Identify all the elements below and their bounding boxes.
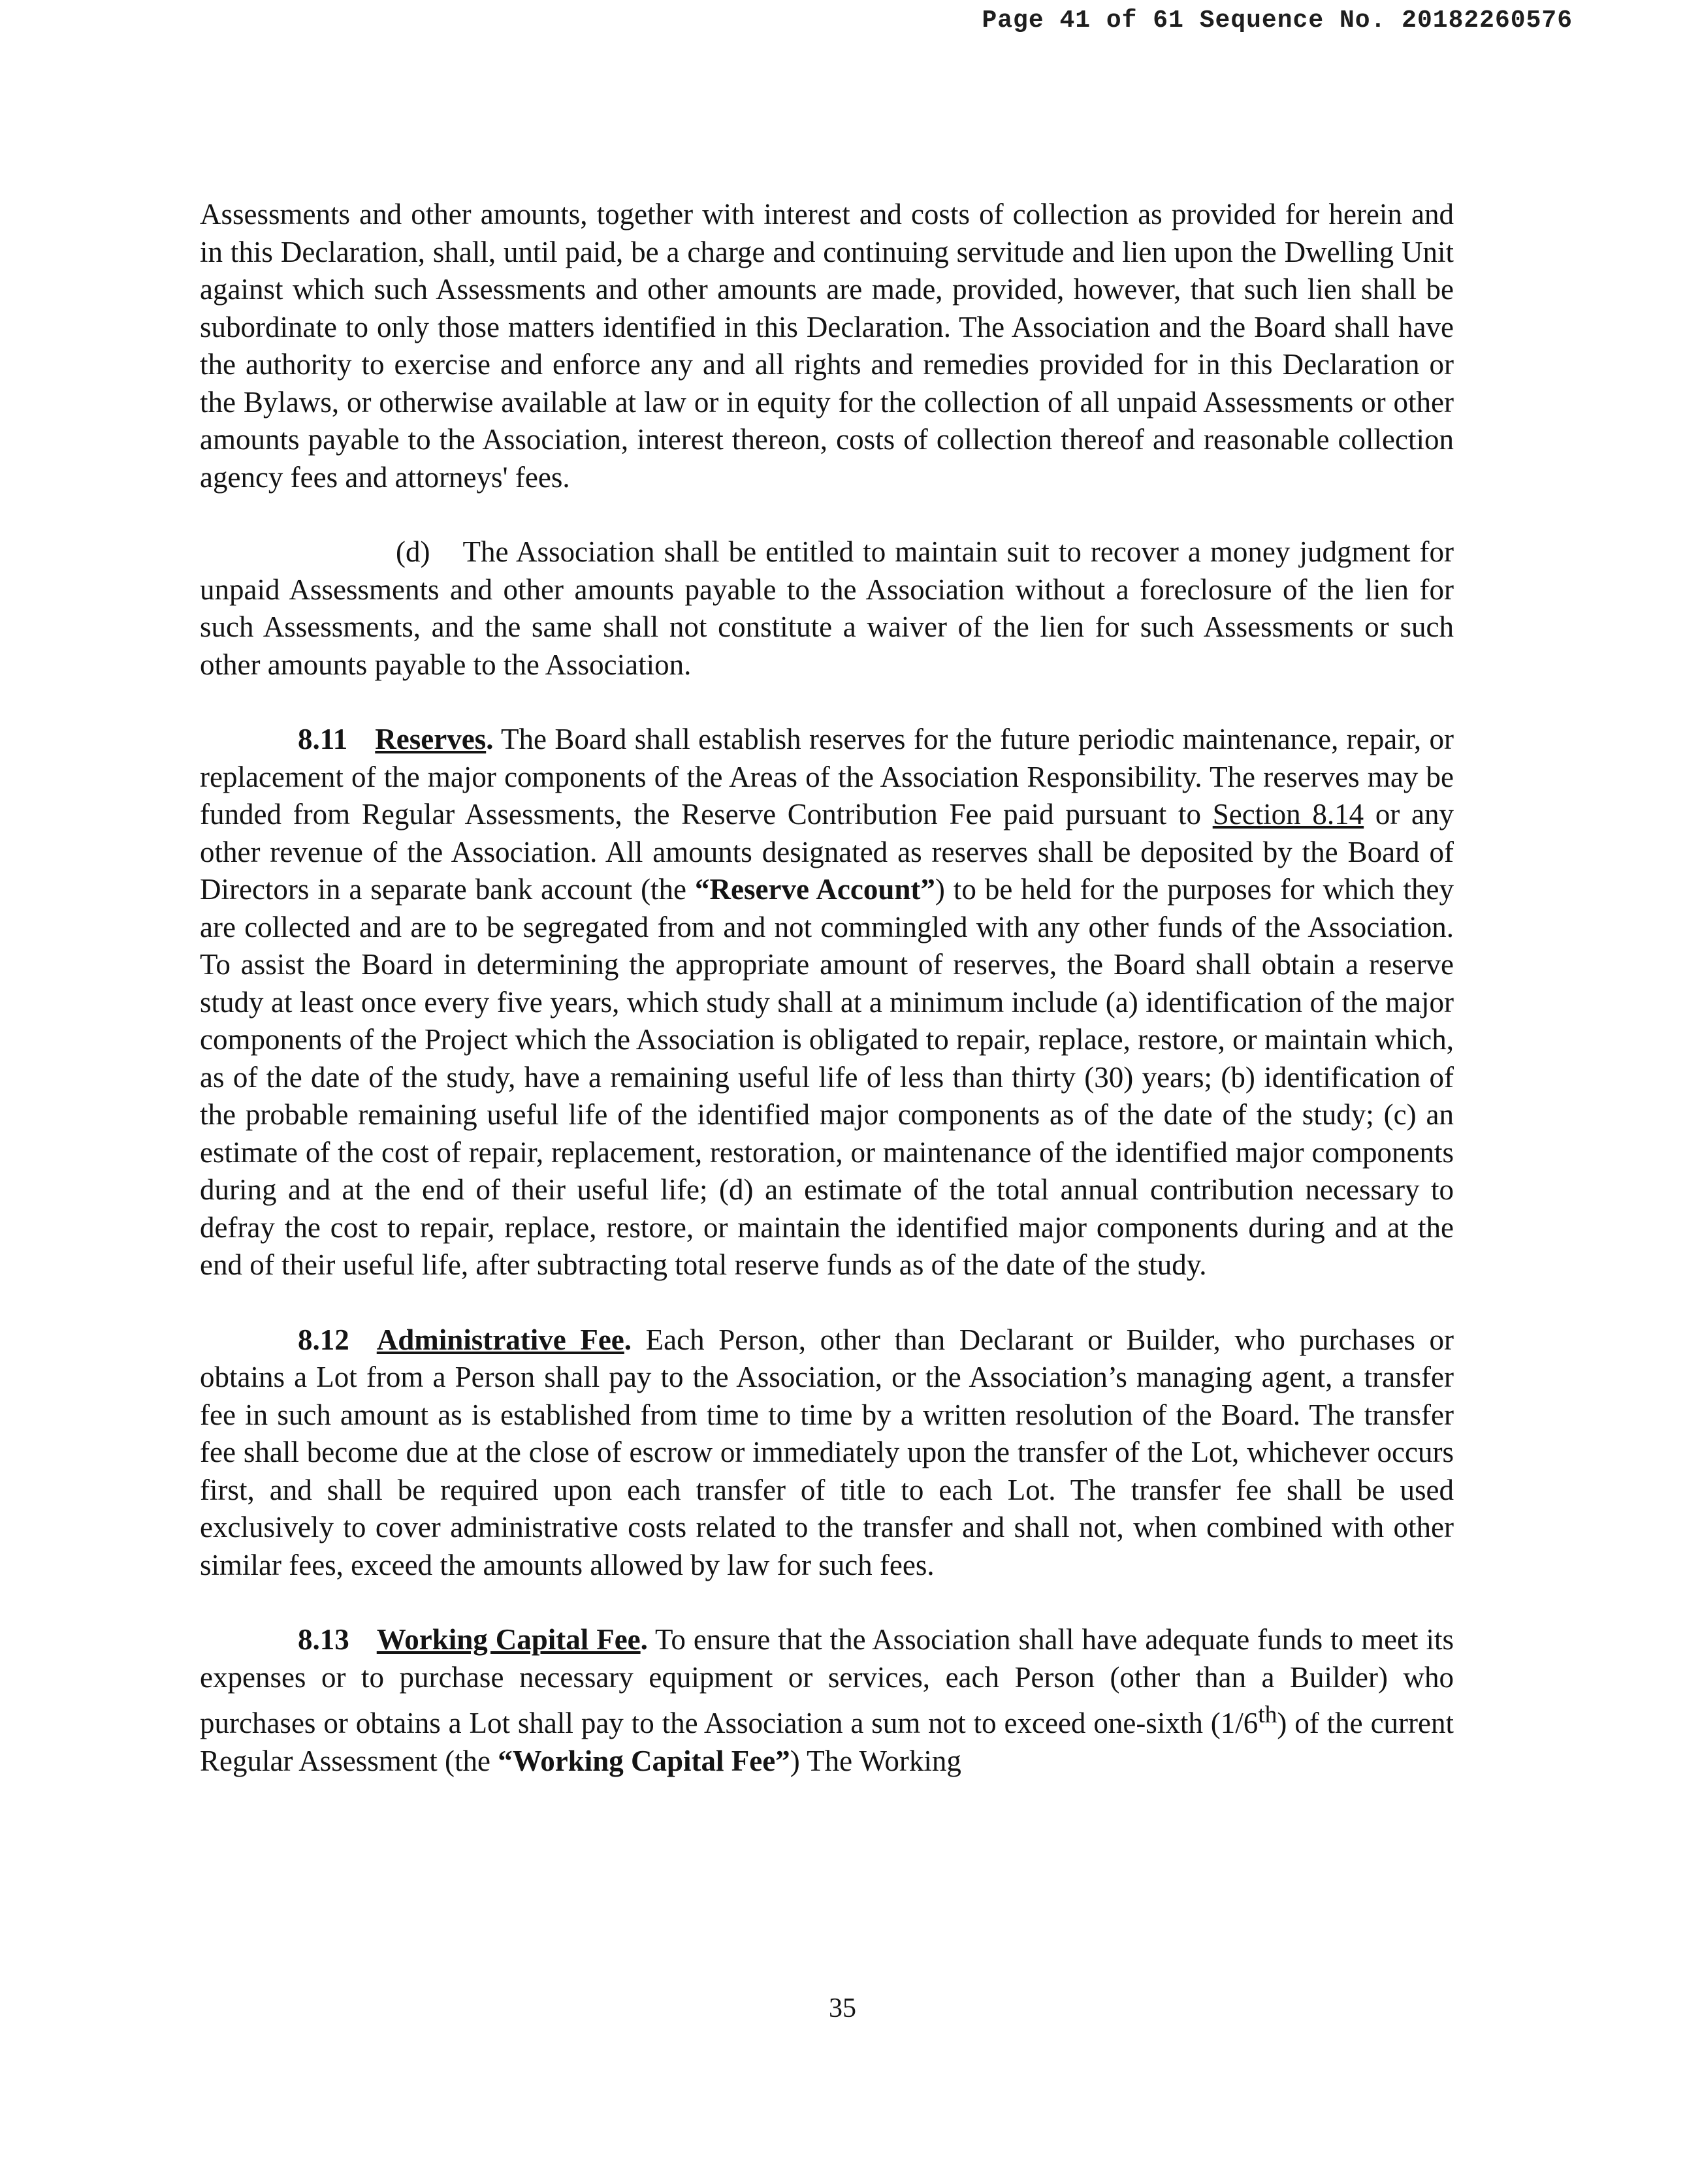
- section-text: ) to be held for the purposes for which they are collected and are to be segregated from and not commingled with any other funds of the Association. To assist the Board in determining the appropriate amount of reserves, the Board shall obtain a reserve study at least once every five years, which study shall at a minimum include (a) identification of the major components of the Project which the Association is obligated to repair, replace, restore, or maintain which, as of the date of the study, have a remaining useful life of less than thirty (30) years; (b) identification of the probable remaining useful life of the identified major components as of the date of the study; (c) an estimate of the cost of repair, replacement, restoration, or maintenance of the identified major components during and at the end of their useful life; (d) an estimate of the total annual contribution necessary to defray the cost to repair, replace, restore, or maintain the identified major components during and at the end of their useful life, after subtracting total reserve funds as of the date of the study.: [200, 873, 1454, 1281]
- section-8-11-reserves: 8.11 Reserves. The Board shall establish reserves for the future periodic maintenance, repair, or replacement of the major components of the Areas of the Association Responsibility. The reserves may be funded from Regular Assessments, the Reserve Contribution Fee paid pursuant to Section 8.14 or any other revenue of the Association. All amounts designated as reserves shall be deposited by the Board of Directors in a separate bank account (the “Reserve Account”) to be held for the purposes for which they are collected and are to be segregated from and not commingled with any other funds of the Association. To assist the Board in determining the appropriate amount of reserves, the Board shall obtain a reserve study at least once every five years, which study shall at a minimum include (a) identification of the major components of the Project which the Association is obligated to repair, replace, restore, or maintain which, as of the date of the study, have a remaining useful life of less than thirty (30) years; (b) identification of the probable remaining useful life of the identified major components as of the date of the study; (c) an estimate of the cost of repair, replacement, restoration, or maintenance of the identified major components during and at the end of their useful life; (d) an estimate of the total annual contribution necessary to defray the cost to repair, replace, restore, or maintain the identified major components during and at the end of their useful life, after subtracting total reserve funds as of the date of the study.: [200, 723, 1454, 1281]
- section-heading: Working Capital Fee: [376, 1623, 641, 1656]
- section-8-12-administrative-fee: 8.12 Administrative Fee. Each Person, other than Declarant or Builder, who purchases or obtains a Lot from a Person shall pay to the Association, or the Association’s managing agent, a transfer fee in such amount as is established from time to time by a written resolution of the Board. The transfer fee shall become due at the close of escrow or immediately upon the transfer of the Lot, whichever occurs first, and shall be required upon each transfer of title to each Lot. The transfer fee shall be used exclusively to cover administrative costs related to the transfer and shall not, when combined with other similar fees, exceed the amounts allowed by law for such fees.: [200, 1323, 1454, 1581]
- section-8-13-working-capital-fee: 8.13 Working Capital Fee. To ensure that the Association shall have adequate funds to meet its expenses or to purchase necessary equipment or services, each Person (other than a Builder) who purchases or obtains a Lot shall pay to the Association a sum not to exceed one-sixth (1/6th) of the current Regular Assessment (the “Working Capital Fee”) The Working: [200, 1623, 1454, 1777]
- section-heading: Reserves: [375, 723, 487, 755]
- section-text: Each Person, other than Declarant or Builder, who purchases or obtains a Lot from a Person shall pay to the Association, or the Association’s managing agent, a transfer fee in such amount as is established from time to time by a written resolution of the Board. The transfer fee shall become due at the close of escrow or immediately upon the transfer of the Lot, whichever occurs first, and shall be required upon each transfer of title to each Lot. The transfer fee shall be used exclusively to cover administrative costs related to the transfer and shall not, when combined with other similar fees, exceed the amounts allowed by law for such fees.: [200, 1323, 1454, 1581]
- page-sequence-header: Page 41 of 61 Sequence No. 20182260576: [982, 7, 1573, 35]
- ordinal-superscript: th: [1258, 1701, 1277, 1728]
- section-number: 8.11: [298, 723, 348, 755]
- section-number: 8.13: [298, 1623, 349, 1656]
- document-body: [200, 196, 1454, 1817]
- subsection-label: (d): [396, 535, 430, 568]
- defined-term: “Reserve Account”: [695, 873, 935, 906]
- section-text: The Board shall establish reserves for the future periodic maintenance, repair, or replacement of the major components of the Areas of the Association Responsibility. The reserves may be funded from Regular Assessments, the Reserve Contribution Fee paid pursuant to: [200, 723, 1454, 831]
- defined-term: “Working Capital Fee”: [498, 1744, 790, 1777]
- section-heading: Administrative Fee: [376, 1323, 624, 1356]
- section-text: To ensure that the Association shall have adequate funds to meet its expenses or to purchase necessary equipment or services, each Person (other than a Builder) who purchases or obtains a Lot shall pay to the Association a sum not to exceed one-sixth (1/6: [200, 1623, 1454, 1739]
- paragraph-d-money-judgment: [200, 533, 1454, 684]
- section-number: 8.12: [298, 1323, 349, 1356]
- section-text: or any other revenue of the Association. All amounts designated as reserves shall be deposited by the Board of Directors in a separate bank account (the: [200, 798, 1454, 906]
- paragraph-assessments-lien: Assessments and other amounts, together with interest and costs of collection as provided for herein and in this Declaration, shall, until paid, be a charge and continuing servitude and lien upon the Dwelling Unit against which such Assessments and other amounts are made, provided, however, that such lien shall be subordinate to only those matters identified in this Declaration. The Association and the Board shall have the authority to exercise and enforce any and all rights and remedies provided for in this Declaration or the Bylaws, or otherwise available at law or in equity for the collection of all unpaid Assessments or other amounts payable to the Association, interest thereon, costs of collection thereof and reasonable collection agency fees and attorneys' fees.: [200, 198, 1454, 494]
- section-8-14-reference: Section 8.14: [1212, 798, 1364, 831]
- subsection-text: The Association shall be entitled to maintain suit to recover a money judgment for unpaid Assessments and other amounts payable to the Association without a foreclosure of the lien for such Assessments, and the same shall not constitute a waiver of the lien for such Assessments or such other amounts payable to the Association.: [200, 535, 1454, 681]
- page-number: 35: [829, 1993, 856, 2023]
- section-text: ) of the current Regular Assessment (the: [200, 1707, 1454, 1777]
- section-text: ) The Working: [790, 1744, 961, 1777]
